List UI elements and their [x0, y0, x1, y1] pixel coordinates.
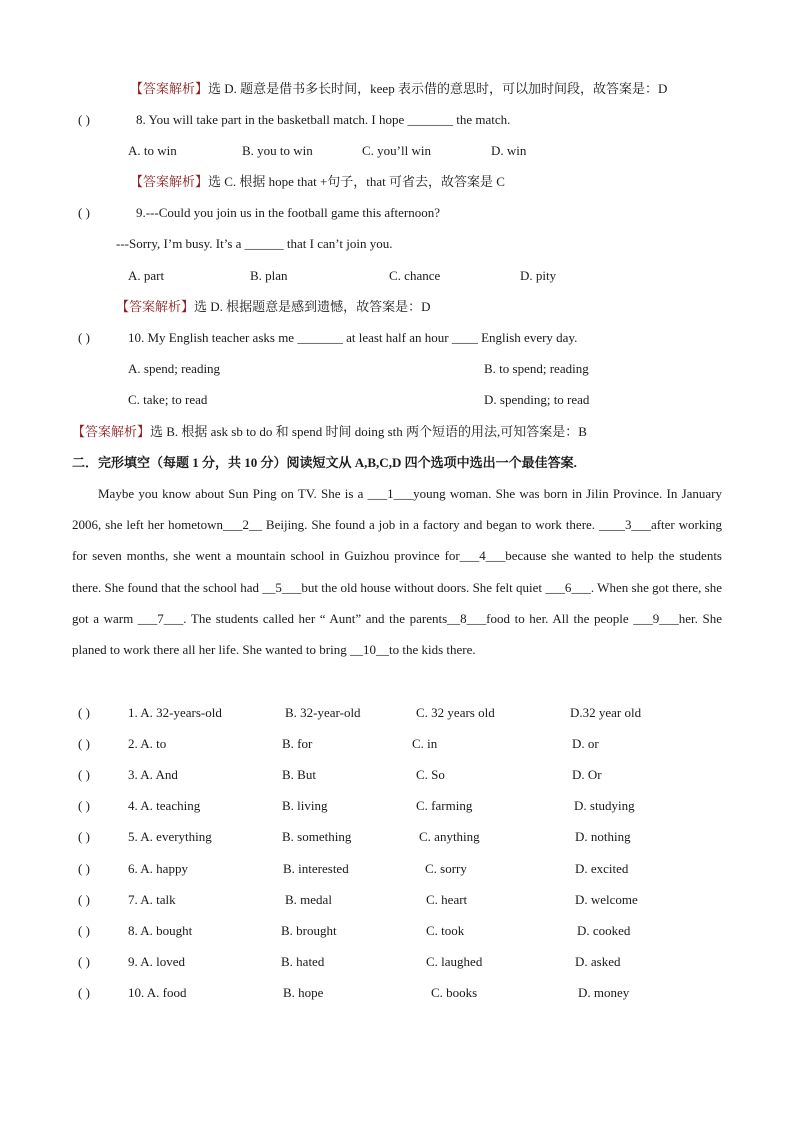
option-d[interactable]: D. money — [578, 985, 630, 1000]
question-8 — [78, 111, 510, 129]
q8-option-d[interactable]: D. win — [491, 143, 527, 158]
q10-option-c[interactable]: C. take; to read — [128, 392, 208, 407]
q9-option-b[interactable]: B. plan — [250, 268, 288, 283]
answer-text: 选 D. 根据题意是感到遗憾，故答案是：D — [194, 299, 431, 314]
option-c[interactable]: C. books — [431, 985, 478, 1000]
option-a[interactable]: 3. A. And — [128, 767, 178, 782]
option-b[interactable]: B. something — [282, 829, 352, 844]
option-b[interactable]: B. 32-year-old — [285, 705, 361, 720]
answer-bracket[interactable]: ( ) — [78, 861, 90, 876]
option-b[interactable]: B. for — [282, 736, 313, 751]
answer-analysis-q10 — [72, 423, 587, 441]
q10-option-a[interactable]: A. spend; reading — [128, 361, 221, 376]
option-c[interactable]: C. took — [426, 923, 465, 938]
option-b[interactable]: B. But — [282, 767, 316, 782]
cloze-passage — [72, 478, 722, 665]
option-b[interactable]: B. hope — [283, 985, 324, 1000]
option-a[interactable]: 2. A. to — [128, 736, 167, 751]
answer-text: 选 C. 根据 hope that +句子，that 可省去，故答案是 C — [208, 174, 505, 189]
option-a[interactable]: 5. A. everything — [128, 829, 212, 844]
option-c[interactable]: C. So — [416, 767, 445, 782]
answer-text: 选 D. 题意是借书多长时间，keep 表示借的意思时，可以加时间段，故答案是：D — [208, 81, 668, 96]
q9-option-a[interactable]: A. part — [128, 268, 165, 283]
cloze-item-row — [0, 953, 794, 971]
answer-bracket[interactable]: ( ) — [78, 798, 90, 813]
q10-option-d[interactable]: D. spending; to read — [484, 392, 590, 407]
option-d[interactable]: D. excited — [575, 861, 629, 876]
option-a[interactable]: 6. A. happy — [128, 861, 188, 876]
option-a[interactable]: 9. A. loved — [128, 954, 186, 969]
option-d[interactable]: D. asked — [575, 954, 621, 969]
option-a[interactable]: 8. A. bought — [128, 923, 193, 938]
option-c[interactable]: C. anything — [419, 829, 480, 844]
q8-option-b[interactable]: B. you to win — [242, 143, 313, 158]
answer-analysis-q7 — [130, 80, 667, 98]
option-c[interactable]: C. farming — [416, 798, 473, 813]
option-d[interactable]: D.32 year old — [570, 705, 642, 720]
option-b[interactable]: B. medal — [285, 892, 332, 907]
answer-text: 选 B. 根据 ask sb to do 和 spend 时间 doing sth 两个短语的用法,可知答案是：B — [150, 424, 587, 439]
cloze-item-row — [0, 797, 794, 815]
answer-bracket[interactable]: ( ) — [78, 767, 90, 782]
answer-bracket[interactable]: ( ) — [78, 985, 90, 1000]
cloze-item-row — [0, 891, 794, 909]
option-d[interactable]: D. or — [572, 736, 599, 751]
q8-option-a[interactable]: A. to win — [128, 143, 177, 158]
option-c[interactable]: C. sorry — [425, 861, 467, 876]
option-d[interactable]: D. nothing — [575, 829, 631, 844]
section-title: 二．完形填空（每题 1 分，共 10 分）阅读短文从 A,B,C,D 四个选项中选出一个最佳答案. — [72, 455, 577, 470]
answer-tag: 【答案解析】 — [130, 81, 209, 96]
answer-analysis-q9 — [116, 298, 431, 316]
option-c[interactable]: C. laughed — [426, 954, 483, 969]
answer-bracket[interactable]: ( ) — [78, 954, 90, 969]
cloze-item-row — [0, 704, 794, 722]
option-c[interactable]: C. heart — [426, 892, 468, 907]
option-a[interactable]: 7. A. talk — [128, 892, 176, 907]
option-a[interactable]: 10. A. food — [128, 985, 187, 1000]
q9-option-d[interactable]: D. pity — [520, 268, 557, 283]
answer-bracket[interactable]: ( ) — [78, 205, 90, 220]
answer-bracket[interactable]: ( ) — [78, 736, 90, 751]
option-a[interactable]: 4. A. teaching — [128, 798, 201, 813]
answer-bracket[interactable]: ( ) — [78, 892, 90, 907]
option-b[interactable]: B. interested — [283, 861, 349, 876]
option-b[interactable]: B. brought — [281, 923, 337, 938]
answer-tag: 【答案解析】 — [130, 174, 209, 189]
cloze-item-row — [0, 922, 794, 940]
passage-text: Maybe you know about Sun Ping on TV. She is a ___1___young woman. She was born in Jilin Province. In January 2006, she left her hometown___2__ Beijing. She found a job in a factory and began to work there. ____3___after working for seven months, she went a mountain school in Guizhou province for___4___because she wanted to help the students there. She found that the school had __5___but the old house without doors. She felt quiet ___6___. When she got there, she got a warm ___7___. The students called her “ Aunt” and the parents__8___food to her. All the people ___9___her. She planed to work there all her life. She wanted to bring __10__to the kids there. — [72, 486, 722, 658]
option-a[interactable]: 1. A. 32-years-old — [128, 705, 222, 720]
cloze-item-row — [0, 984, 794, 1002]
question-9 — [78, 204, 440, 222]
option-c[interactable]: C. 32 years old — [416, 705, 495, 720]
option-c[interactable]: C. in — [412, 736, 438, 751]
answer-bracket[interactable]: ( ) — [78, 705, 90, 720]
question-10 — [78, 329, 577, 347]
option-d[interactable]: D. studying — [574, 798, 635, 813]
answer-bracket[interactable]: ( ) — [78, 112, 90, 127]
option-d[interactable]: D. cooked — [577, 923, 631, 938]
q8-option-c[interactable]: C. you’ll win — [362, 143, 431, 158]
option-b[interactable]: B. living — [282, 798, 328, 813]
q9-option-c[interactable]: C. chance — [389, 268, 441, 283]
question-stem: 8. You will take part in the basketball match. I hope _______ the match. — [136, 112, 511, 127]
cloze-item-row — [0, 860, 794, 878]
answer-bracket[interactable]: ( ) — [78, 330, 90, 345]
answer-tag: 【答案解析】 — [72, 424, 151, 439]
option-d[interactable]: D. Or — [572, 767, 602, 782]
cloze-item-row — [0, 735, 794, 753]
answer-tag: 【答案解析】 — [116, 299, 195, 314]
question-9-line2: ---Sorry, I’m busy. It’s a ______ that I can’t join you. — [116, 236, 393, 251]
question-stem: 10. My English teacher asks me _______ at least half an hour ____ English every day. — [128, 330, 578, 345]
cloze-item-row — [0, 828, 794, 846]
answer-bracket[interactable]: ( ) — [78, 923, 90, 938]
cloze-item-row — [0, 766, 794, 784]
option-b[interactable]: B. hated — [281, 954, 325, 969]
answer-analysis-q8 — [130, 173, 505, 191]
question-stem: 9.---Could you join us in the football game this afternoon? — [136, 205, 440, 220]
option-d[interactable]: D. welcome — [575, 892, 638, 907]
q10-option-b[interactable]: B. to spend; reading — [484, 361, 589, 376]
answer-bracket[interactable]: ( ) — [78, 829, 90, 844]
